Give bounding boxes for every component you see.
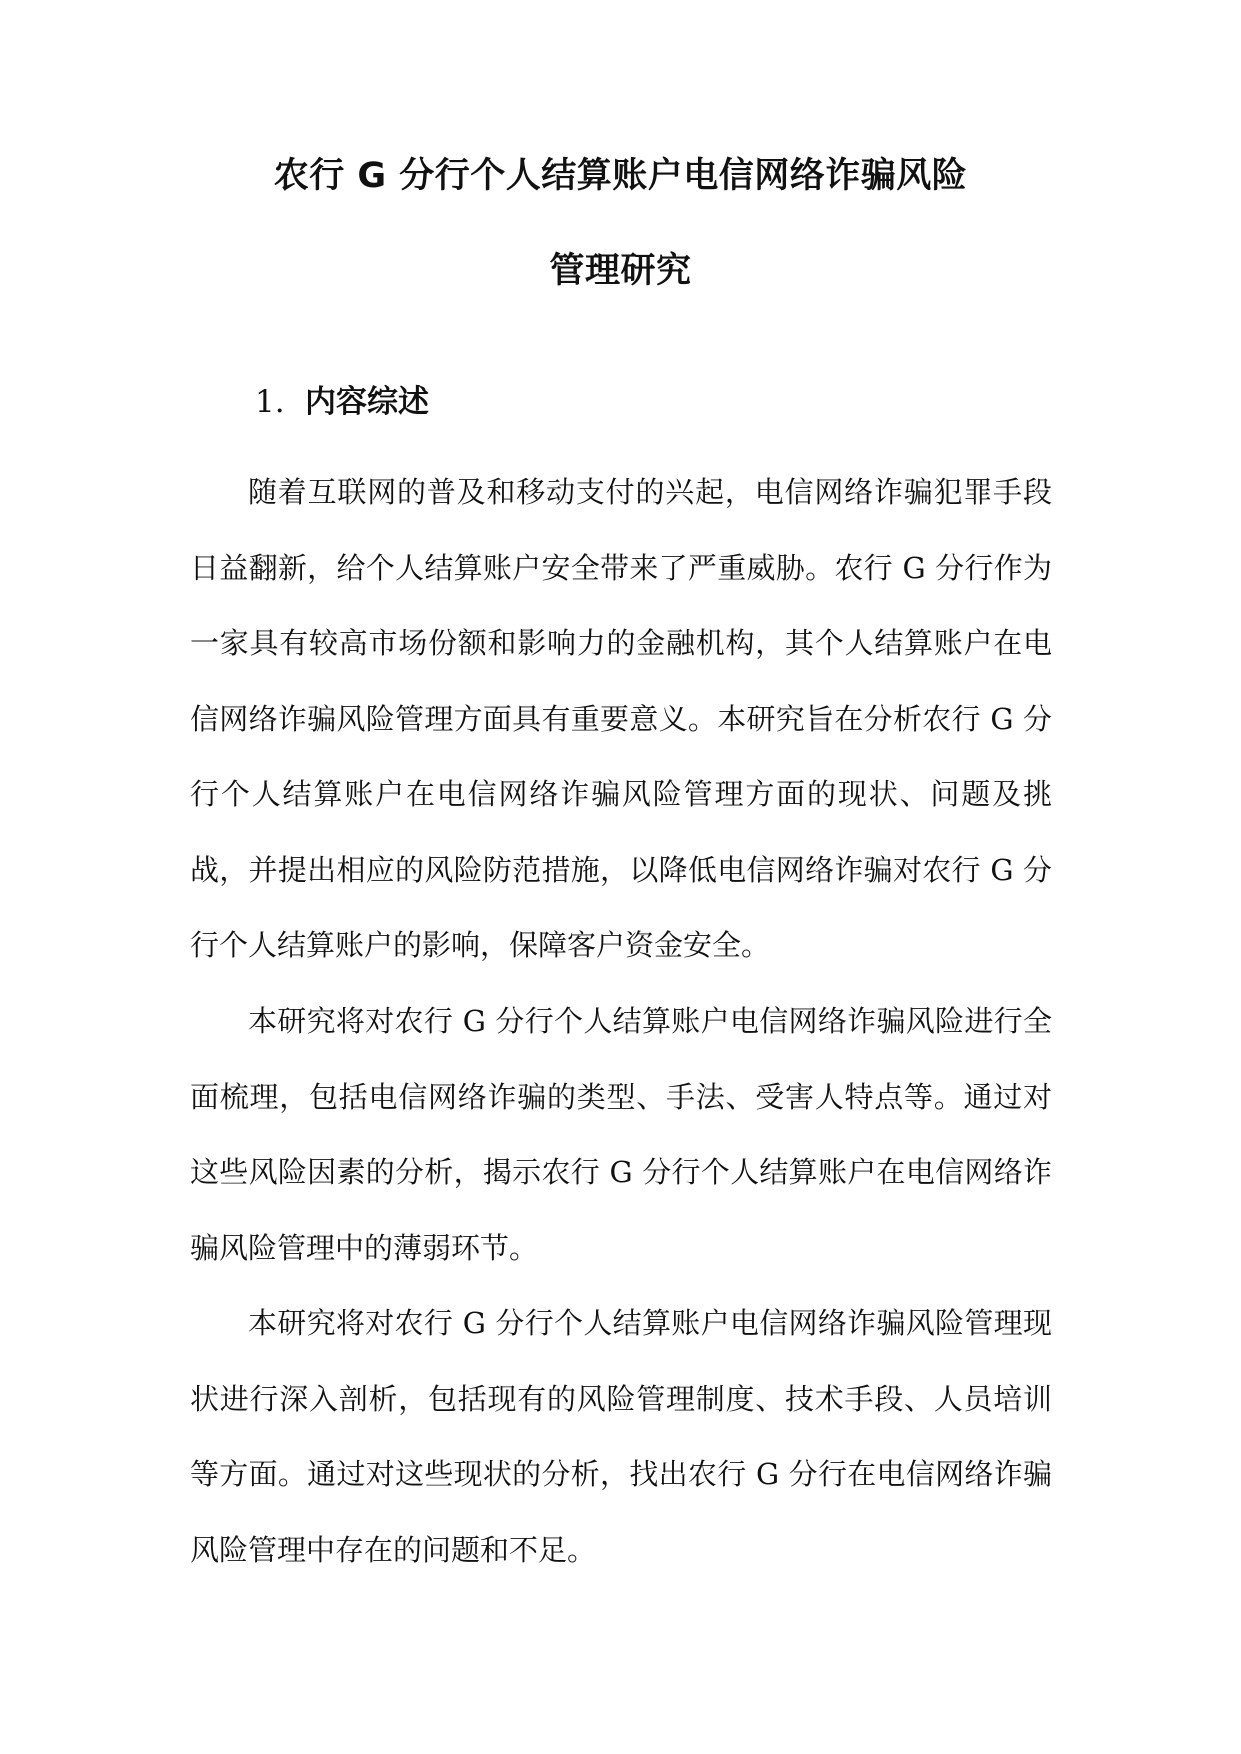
section-heading (255, 380, 429, 424)
body-paragraph-2: 本研究将对农行 G 分行个人结算账户电信网络诈骗风险进行全面梳理，包括电信网络诈骗的类型、手法、受害人特点等。通过对这些风险因素的分析，揭示农行 G 分行个人结算账户在电信网络诈骗风险管理中的薄弱环节。 (190, 1004, 1052, 1265)
body-paragraph-3: 本研究将对农行 G 分行个人结算账户电信网络诈骗风险管理现状进行深入剖析，包括现有的风险管理制度、技术手段、人员培训等方面。通过对这些现状的分析，找出农行 G 分行在电信网络诈骗风险管理中存在的问题和不足。 (190, 1306, 1052, 1567)
document-title-line-1: 农行 G 分行个人结算账户电信网络诈骗风险 (273, 156, 968, 196)
section-title: 内容综述 (305, 384, 429, 420)
body-paragraph-1: 随着互联网的普及和移动支付的兴起，电信网络诈骗犯罪手段日益翻新，给个人结算账户安全带来了严重威胁。农行 G 分行作为一家具有较高市场份额和影响力的金融机构，其个人结算账户在电信网络诈骗风险管理方面具有重要意义。本研究旨在分析农行 G 分行个人结算账户在电信网络诈骗风险管理方面的现状、问题及挑战，并提出相应的风险防范措施，以降低电信网络诈骗对农行 G 分行个人结算账户的影响，保障客户资金安全。 (190, 475, 1052, 962)
document-title-line-2: 管理研究 (549, 251, 692, 291)
section-number: 1. (255, 384, 285, 420)
